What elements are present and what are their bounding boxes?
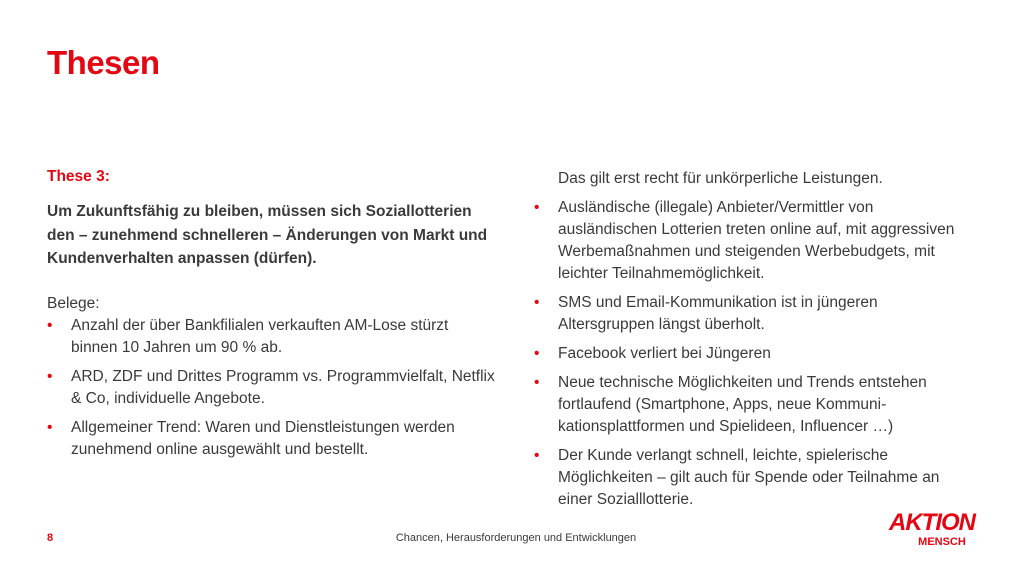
bullet-icon: • <box>534 294 540 311</box>
list-item <box>534 372 974 438</box>
bullet-icon: • <box>47 418 53 436</box>
bullet-icon: • <box>534 199 540 216</box>
trend-list <box>534 197 974 511</box>
list-item <box>534 292 974 336</box>
bullet-icon: • <box>534 374 540 391</box>
evidence-label: Belege: <box>47 294 100 312</box>
list-item <box>534 445 974 511</box>
list-item <box>534 343 974 365</box>
list-item-text: Anzahl der über Bankfilialen verkauften AM-Lose stürzt binnen 10 Jahren um 90 % ab. <box>71 316 449 356</box>
evidence-list <box>47 315 497 461</box>
bullet-icon: • <box>534 447 540 464</box>
list-item <box>534 197 974 285</box>
footer-text: Chancen, Herausforderungen und Entwicklungen <box>395 532 637 544</box>
left-column <box>47 168 497 468</box>
thesis-statement: Um Zukunftsfähig zu bleiben, müssen sich Soziallotterien den – zunehmend schnelleren – Änderungen von Markt und Kundenverhalten anpassen (dürfen). <box>47 203 488 267</box>
slide-title: Thesen <box>47 44 160 81</box>
list-item-text: Neue technische Möglichkeiten und Trends entstehen fortlaufend (Smartphone, Apps, neue Kommuni-kationsplattformen und Spielideen, Influencer …) <box>558 374 927 435</box>
list-item <box>47 417 497 461</box>
list-item-text: Facebook verliert bei Jüngeren <box>558 345 771 362</box>
list-item <box>47 366 497 410</box>
right-intro-text: Das gilt erst recht für unkörperliche Leistungen. <box>558 170 883 187</box>
aktion-mensch-logo <box>884 507 980 549</box>
bullet-icon: • <box>534 345 540 362</box>
bullet-icon: • <box>47 367 53 385</box>
list-item <box>47 315 497 359</box>
right-column <box>534 168 974 518</box>
logo-bottom-text: MENSCH <box>918 536 966 548</box>
thesis-heading: These 3: <box>47 168 110 185</box>
list-item-text: Der Kunde verlangt schnell, leichte, spielerische Möglichkeiten – gilt auch für Spende oder Teilnahme an einer Sozialllotterie. <box>558 447 940 508</box>
page-number: 8 <box>47 532 54 544</box>
list-item-text: SMS und Email-Kommunikation ist in jüngeren Altersgruppen längst überholt. <box>558 294 878 333</box>
list-item-text: Allgemeiner Trend: Waren und Dienstleistungen werden zunehmend online ausgewählt und bestellt. <box>71 418 455 458</box>
list-item-text: ARD, ZDF und Drittes Programm vs. Programmvielfalt, Netflix & Co, individuelle Angebote. <box>71 367 495 407</box>
logo-top-text: AKTION <box>889 509 975 536</box>
bullet-icon: • <box>47 316 53 334</box>
list-item-text: Ausländische (illegale) Anbieter/Vermittler von ausländischen Lotterien treten online auf, mit aggressiven Werbemaßnahmen und steigenden Werbebudgets, mit leichter Teilnahmemöglichkeit. <box>558 199 955 282</box>
